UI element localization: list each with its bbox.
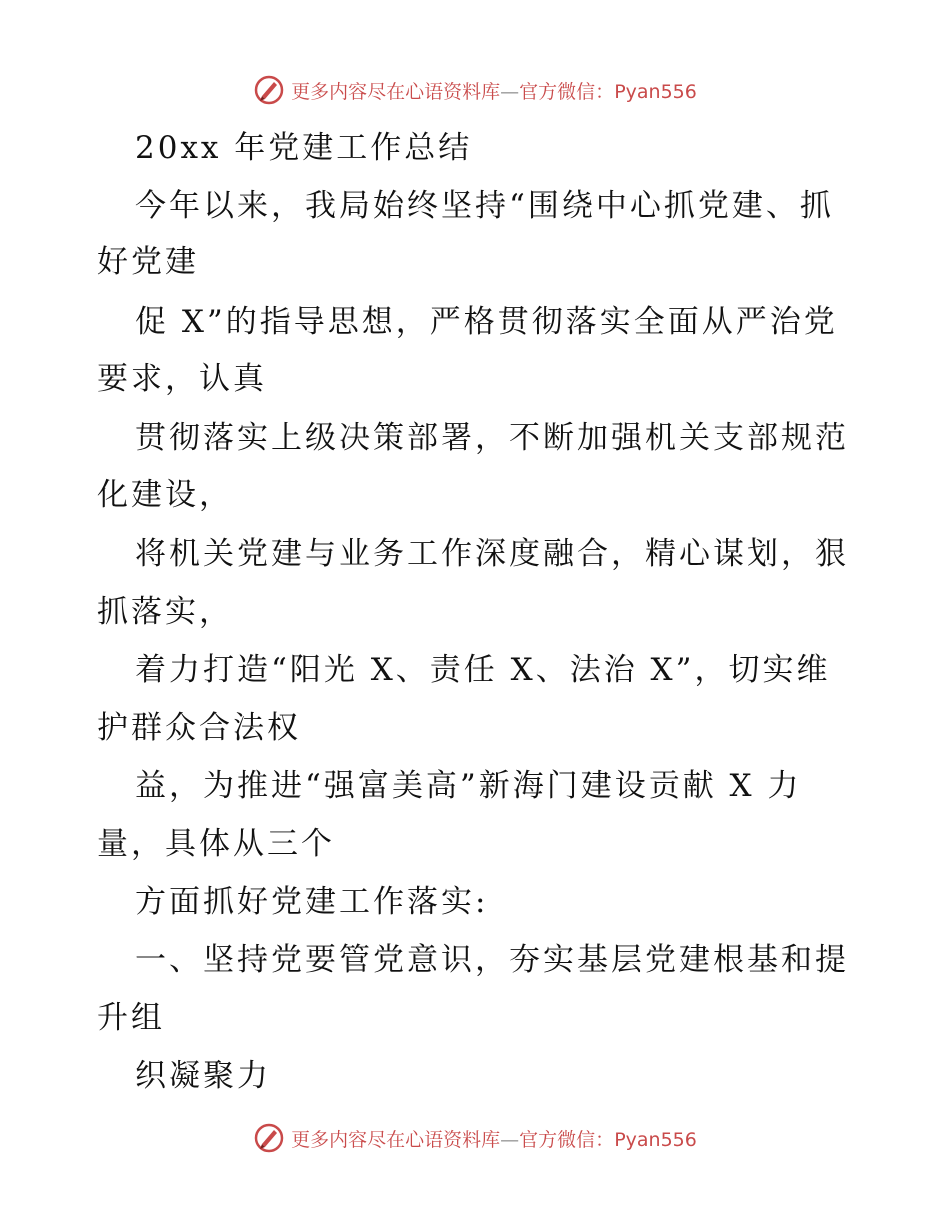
paragraph-line: 促 X”的指导思想，严格贯彻落实全面从严治党 xyxy=(135,304,838,340)
document-title: 20xx 年党建工作总结 xyxy=(135,130,473,166)
pen-logo-icon xyxy=(253,74,285,106)
section-heading-line: 一、坚持党要管党意识，夯实基层党建根基和提 xyxy=(135,942,849,978)
section-heading-line: 升组 xyxy=(97,1000,165,1036)
banner-label: 官方微信： xyxy=(519,1128,615,1151)
paragraph-line: 方面抓好党建工作落实: xyxy=(135,884,489,920)
banner-text xyxy=(291,1125,697,1152)
banner-dash: — xyxy=(500,80,520,103)
section-heading-line: 织凝聚力 xyxy=(135,1058,271,1094)
banner-slogan: 更多内容尽在心语资料库 xyxy=(291,80,501,103)
pen-logo-icon xyxy=(253,1122,285,1154)
banner-label: 官方微信： xyxy=(519,80,615,103)
paragraph-line: 量，具体从三个 xyxy=(97,826,335,862)
paragraph-line: 护群众合法权 xyxy=(97,710,301,746)
paragraph-line: 化建设， xyxy=(97,477,233,513)
paragraph-line: 益，为推进“强富美高”新海门建设贡献 X 力 xyxy=(135,768,802,804)
paragraph-line: 今年以来，我局始终坚持“围绕中心抓党建、抓 xyxy=(135,188,834,224)
banner-account: Pyan556 xyxy=(614,1128,697,1151)
paragraph-line: 要求，认真 xyxy=(97,361,267,397)
paragraph-line: 着力打造“阳光 X、责任 X、法治 X”，切实维 xyxy=(135,652,831,688)
header-banner xyxy=(0,70,950,110)
banner-slogan: 更多内容尽在心语资料库 xyxy=(291,1128,501,1151)
banner-text xyxy=(291,77,697,104)
paragraph-line: 将机关党建与业务工作深度融合，精心谋划，狠 xyxy=(135,536,849,572)
paragraph-line: 抓落实， xyxy=(97,594,233,630)
banner-dash: — xyxy=(500,1128,520,1151)
footer-banner xyxy=(0,1118,950,1158)
banner-account: Pyan556 xyxy=(614,80,697,103)
paragraph-line: 贯彻落实上级决策部署，不断加强机关支部规范 xyxy=(135,420,849,456)
paragraph-line: 好党建 xyxy=(97,244,199,280)
